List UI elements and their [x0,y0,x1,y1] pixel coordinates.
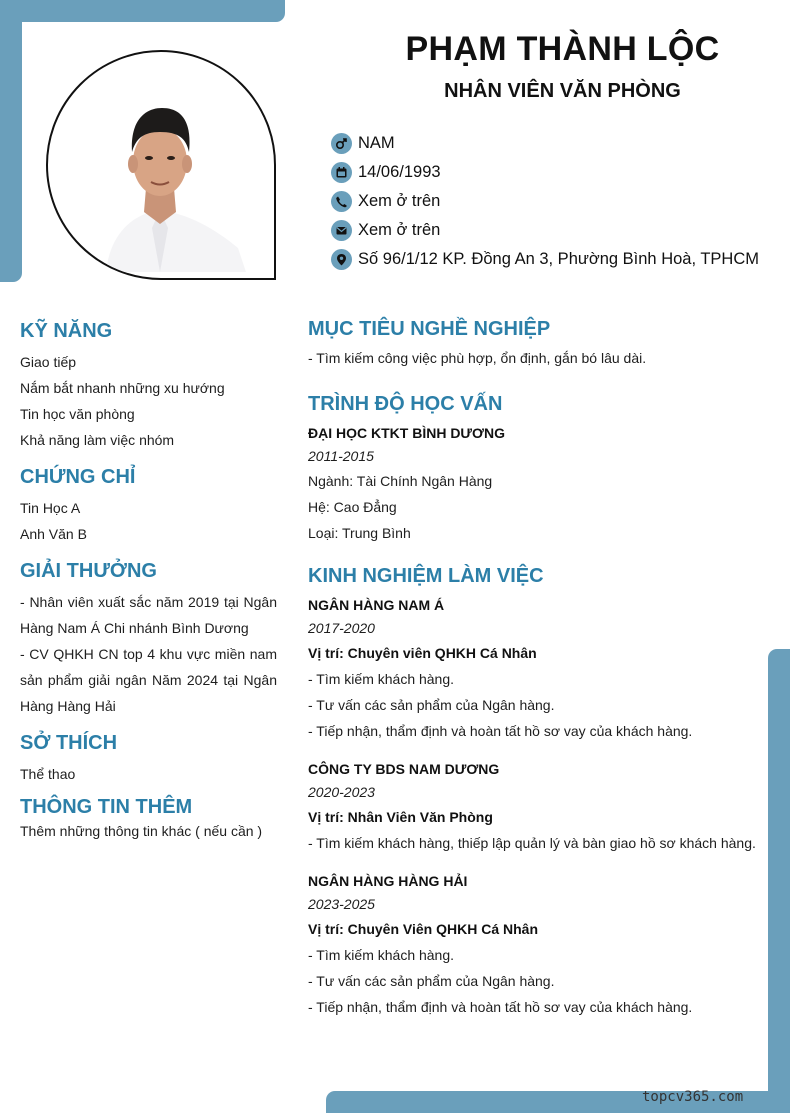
job-task: - Tìm kiếm khách hàng, thiếp lập quản lý và bàn giao hồ sơ khách hàng. [308,835,756,851]
hobbies-section [20,730,277,787]
profile-photo-image [48,52,274,278]
skills-heading: KỸ NĂNG [20,320,113,342]
profile-photo [46,50,276,280]
company-name: NGÂN HÀNG NAM Á [308,597,445,613]
email-text[interactable]: Xem ở trên [358,221,441,239]
hobby-item: Thể thao [20,766,76,782]
job-task: - Tiếp nhận, thẩm định và hoàn tất hồ sơ vay của khách hàng. [308,723,693,739]
more-info-heading: THÔNG TIN THÊM [20,796,193,818]
birthday-text: 14/06/1993 [358,163,441,181]
job-position: Vị trí: Chuyên Viên QHKH Cá Nhân [308,921,538,937]
job-task: - Tư vấn các sản phẩm của Ngân hàng. [308,697,555,713]
company-name: NGÂN HÀNG HÀNG HẢI [308,873,468,889]
objective-section [308,316,758,371]
job-task: - Tư vấn các sản phẩm của Ngân hàng. [308,973,555,989]
job-entry [308,758,758,856]
school-name: ĐẠI HỌC KTKT BÌNH DƯƠNG [308,425,505,441]
job-period: 2023-2025 [308,896,375,912]
job-position: Vị trí: Nhân Viên Văn Phòng [308,809,493,825]
job-task: - Tiếp nhận, thẩm định và hoàn tất hồ sơ vay của khách hàng. [308,999,693,1015]
certificate-item: Anh Văn B [20,526,87,542]
objective-text: - Tìm kiếm công việc phù hợp, ổn định, gắn bó lâu dài. [308,350,647,366]
job-period: 2017-2020 [308,620,375,636]
job-title: NHÂN VIÊN VĂN PHÒNG [444,80,681,102]
gender-icon [331,133,352,154]
experience-section [308,563,758,1020]
gender-text: NAM [358,134,395,152]
more-info-section [20,794,277,842]
location-icon [331,249,352,270]
job-entry [308,594,758,744]
more-info-text: Thêm những thông tin khác ( nếu cần ) [20,823,263,839]
education-line: Hệ: Cao Đẳng [308,499,397,515]
skill-item: Giao tiếp [20,354,77,370]
job-task: - Tìm kiếm khách hàng. [308,947,455,963]
contact-email [331,216,759,245]
skills-section [20,318,277,453]
contact-gender [331,129,759,158]
certificates-heading: CHỨNG CHỈ [20,466,136,488]
skill-item: Nắm bắt nhanh những xu hướng [20,380,225,396]
job-position: Vị trí: Chuyên viên QHKH Cá Nhân [308,645,537,661]
education-line: Loại: Trung Bình [308,525,411,541]
education-section [308,391,758,546]
phone-icon [331,191,352,212]
contact-phone [331,187,759,216]
job-entry [308,870,758,1020]
email-icon [331,220,352,241]
education-heading: TRÌNH ĐỘ HỌC VẤN [308,393,503,415]
phone-text[interactable]: Xem ở trên [358,192,441,210]
certificates-section [20,464,277,547]
left-column [20,318,277,842]
hobbies-heading: SỞ THÍCH [20,732,118,754]
address-text: Số 96/1/12 KP. Đồng An 3, Phường Bình Hoà, TPHCM [358,250,759,268]
education-period: 2011-2015 [308,448,374,464]
skill-item: Khả năng làm việc nhóm [20,432,175,448]
company-name: CÔNG TY BDS NAM DƯƠNG [308,761,500,777]
skill-item: Tin học văn phòng [20,406,135,422]
award-item: - Nhân viên xuất sắc năm 2019 tại Ngân Hàng Nam Á Chi nhánh Bình Dương [20,594,277,636]
job-task: - Tìm kiếm khách hàng. [308,671,455,687]
certificate-item: Tin Học A [20,500,81,516]
experience-heading: KINH NGHIỆM LÀM VIỆC [308,565,544,587]
corner-accent-left [0,0,22,282]
awards-heading: GIẢI THƯỞNG [20,560,157,582]
education-line: Ngành: Tài Chính Ngân Hàng [308,473,493,489]
contact-address [331,245,759,274]
right-column [308,316,758,1020]
awards-section [20,558,277,719]
award-item: - CV QHKH CN top 4 khu vực miền nam sản phẩm giải ngân Năm 2024 tại Ngân Hàng Hàng Hải [20,646,277,714]
corner-accent-right [768,649,790,1113]
watermark-text: topcv365.com [642,1089,744,1105]
corner-accent-top [0,0,285,22]
job-period: 2020-2023 [308,784,375,800]
contact-info [331,129,759,274]
calendar-icon [331,162,352,183]
objective-heading: MỤC TIÊU NGHỀ NGHIỆP [308,318,551,340]
candidate-name: PHẠM THÀNH LỘC [405,30,720,68]
contact-birthday [331,158,759,187]
